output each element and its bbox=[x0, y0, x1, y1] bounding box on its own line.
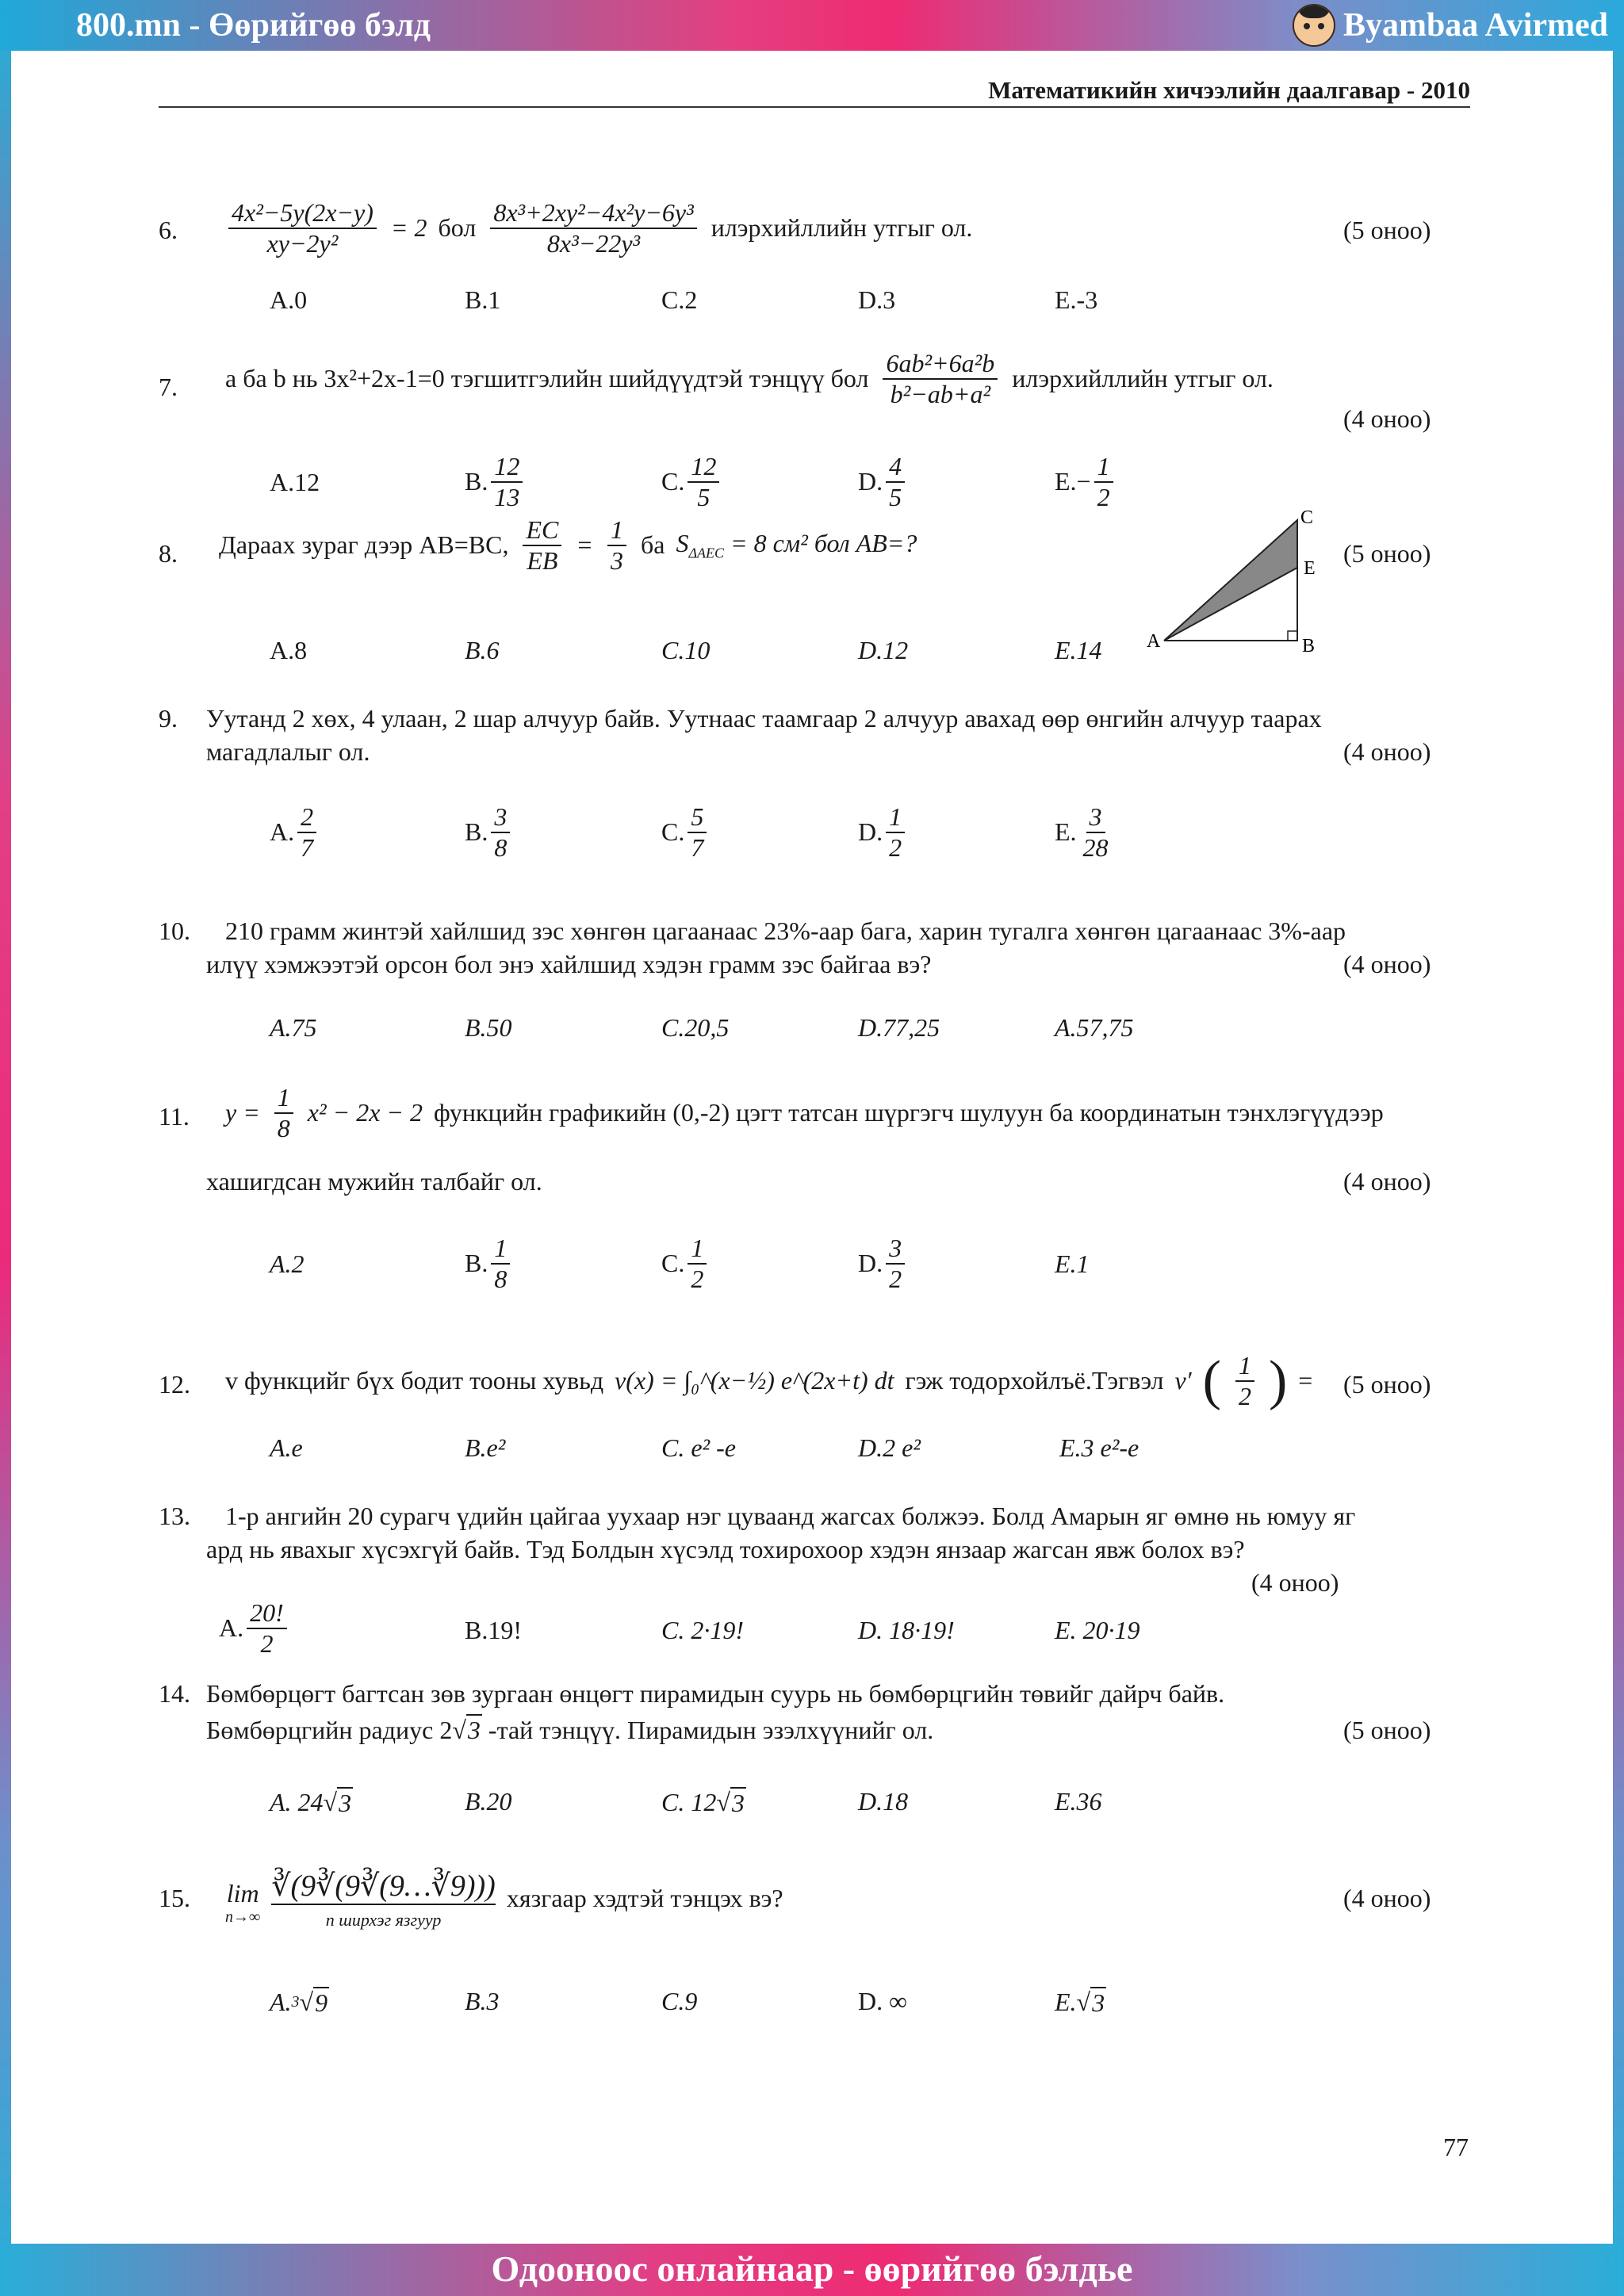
option-c[interactable]: C.20,5 bbox=[661, 1013, 730, 1042]
score: (4 оноо) bbox=[1343, 1884, 1431, 1912]
option-e[interactable]: E.36 bbox=[1055, 1787, 1102, 1816]
option-d[interactable]: D. ∞ bbox=[858, 1987, 907, 2015]
option-e[interactable]: E.-3 bbox=[1055, 285, 1098, 314]
option-d[interactable]: D.12 bbox=[858, 636, 909, 664]
option-b[interactable]: B.3 bbox=[465, 1987, 500, 2015]
option-c[interactable]: C. $\frac{5}{7}$ bbox=[661, 802, 710, 863]
option-b[interactable]: B.19! bbox=[465, 1616, 522, 1644]
question-9: 9. Уутанд 2 хөх, 4 улаан, 2 шар алчуур байв. Уутнаас таамгаар 2 алчуур авахад өөр өнгийн алчуур таарах магадлалыг ол. (4 оноо) A. $\frac{2}{7}$ B. $\frac{3}{8}$ C. $\frac{5}{7}$ D. $\frac{1}{2}$ E. $\frac{3}{28}$ bbox=[159, 704, 1431, 862]
question-10: 10. 210 грамм жинтэй хайлшид зэс хөнгөн цагаанаас 23%-аар бага, харин тугалга хөнгөн цагаанаас 3%-аар илүү хэмжээтэй орсон бол энэ хайлшид хэдэн грамм зэс байгаа вэ? (4 оноо) A.75 B.50 C.20,5 D.77,25 A.57,75 bbox=[159, 916, 1431, 1042]
fraction: $\frac{1}{3}$ bbox=[607, 515, 626, 576]
option-e[interactable]: E.1 bbox=[1055, 1249, 1090, 1278]
brace-note: n ширхэг язгуур bbox=[325, 1910, 442, 1930]
document-header: Математикийн хичээлийн даалгавар - 2010 bbox=[988, 76, 1470, 104]
option-a[interactable]: A.75 bbox=[270, 1013, 317, 1042]
question-number: 8. bbox=[159, 539, 178, 568]
question-number: 15. bbox=[159, 1884, 190, 1912]
question-7: 7. a ба b нь 3x²+2x-1=0 тэгшитгэлийн шийдүүдтэй тэнцүү бол $\frac{\text{6ab²+6a²b}}{\text{b²−ab+a²}}$ илэрхийллийн утгыг ол. (4 оноо) A.12 B. $\frac{12}{13}$ C. $\frac{12}{5}$ D. $\frac{4}{5}$ E.− $\frac{1}{2}$ bbox=[159, 349, 1431, 511]
question-number: 12. bbox=[159, 1370, 190, 1399]
option-c[interactable]: C.9 bbox=[661, 1987, 698, 2015]
fraction: $\frac{EC}{EB}$ bbox=[523, 515, 561, 576]
option-b[interactable]: B.1 bbox=[465, 285, 501, 314]
option-d[interactable]: D.77,25 bbox=[858, 1013, 940, 1042]
option-c[interactable]: C. 12 √ 3 bbox=[661, 1788, 745, 1817]
option-c[interactable]: C. $\frac{1}{2}$ bbox=[661, 1234, 710, 1294]
score: (5 оноо) bbox=[1343, 1370, 1431, 1399]
score: (5 оноо) bbox=[1343, 216, 1431, 244]
option-b[interactable]: B. $\frac{12}{13}$ bbox=[465, 452, 526, 512]
fraction: $\frac{\text{6ab²+6a²b}}{\text{b²−ab+a²}}$ bbox=[883, 349, 998, 409]
option-d[interactable]: D. 18·19! bbox=[858, 1616, 955, 1644]
question-14: 14. Бөмбөрцөгт багтсан зөв зургаан өнцөгт пирамидын суурь нь бөмбөрцгийн төвийг дайрч байв. Бөмбөрцгийн радиус 2√3 -тай тэнцүү. Пирамидын эзэлхүүнийг ол. (5 оноо) A. 24 √ 3 B.20 C. 12 √ 3 D.18 E.36 bbox=[159, 1679, 1431, 1817]
label-a: A bbox=[1147, 631, 1161, 652]
option-c[interactable]: C. 2·19! bbox=[661, 1616, 744, 1644]
option-a[interactable]: A.8 bbox=[270, 636, 308, 664]
author[interactable] bbox=[1293, 3, 1608, 48]
option-e[interactable]: E. √ 3 bbox=[1055, 1988, 1105, 2017]
triangle-figure bbox=[1145, 504, 1335, 663]
score: (5 оноо) bbox=[1343, 1716, 1431, 1744]
option-e[interactable]: E.− $\frac{1}{2}$ bbox=[1055, 452, 1116, 512]
option-a[interactable]: A. $\frac{2}{7}$ bbox=[270, 802, 320, 863]
fraction: $\frac{1}{8}$ bbox=[274, 1083, 293, 1143]
option-a[interactable]: A. 24 √ 3 bbox=[270, 1788, 352, 1817]
option-b[interactable]: B.6 bbox=[465, 636, 500, 664]
question-13: 13. 1-р ангийн 20 сурагч үдийн цайгаа уухаар нэг цуваанд жагсах болжээ. Болд Амарын яг өмнө нь юмуу яг ард нь явахыг хүсэхгүй байв. Тэд Болдын хүсэлд тохирохоор хэдэн янзаар жагсан явж болох вэ? (4 оноо) A. $\frac{20!}{2}$ B.19! C. 2·19! D. 18·19! E. 20·19 bbox=[159, 1502, 1356, 1658]
author-name: Byambaa Avirmed bbox=[1342, 7, 1608, 44]
score: (4 оноо) bbox=[1343, 404, 1431, 433]
label-b: B bbox=[1302, 636, 1316, 656]
score: (5 оноо) bbox=[1343, 539, 1431, 568]
question-number: 9. bbox=[159, 704, 178, 733]
question-number: 11. bbox=[159, 1102, 190, 1131]
fraction: $\frac{\text{4x²−5y(2x−y)}}{\text{xy−2y²}}$ bbox=[228, 198, 377, 258]
option-c[interactable]: C.2 bbox=[661, 285, 698, 314]
question-number: 10. bbox=[159, 916, 190, 945]
question-number: 7. bbox=[159, 373, 178, 401]
option-a[interactable]: A.2 bbox=[270, 1249, 304, 1278]
option-d[interactable]: D. $\frac{1}{2}$ bbox=[858, 802, 908, 863]
question-15: 15. lim n→∞ ∛(9∛(9∛(9…∛9))) n ширхэг язгуур хязгаар хэдтэй тэнцэх вэ? (4 оноо) A. 3 √ 9 B.3 C.9 D. ∞ E. √ 3 bbox=[159, 1855, 1443, 2038]
option-a[interactable]: A.0 bbox=[270, 285, 308, 314]
option-c[interactable]: C. $\frac{12}{5}$ bbox=[661, 452, 722, 512]
question-number: 13. bbox=[159, 1502, 190, 1530]
option-b[interactable]: B.20 bbox=[465, 1787, 512, 1816]
option-b[interactable]: B.e² bbox=[465, 1433, 506, 1462]
score: (4 оноо) bbox=[1343, 737, 1431, 766]
score: (4 оноо) bbox=[1343, 1167, 1431, 1196]
option-d[interactable]: D. $\frac{4}{5}$ bbox=[858, 452, 908, 512]
option-c[interactable]: C. e² -e bbox=[661, 1433, 736, 1462]
option-e[interactable]: E.3 e²-e bbox=[1059, 1433, 1139, 1462]
option-a[interactable]: A. $\frac{20!}{2}$ bbox=[219, 1598, 290, 1659]
option-a[interactable]: A.e bbox=[270, 1433, 303, 1462]
option-d[interactable]: D.3 bbox=[858, 285, 896, 314]
option-c[interactable]: C.10 bbox=[661, 636, 710, 664]
score: (4 оноо) bbox=[1343, 950, 1431, 978]
option-e[interactable]: E.14 bbox=[1055, 636, 1102, 664]
nested-roots: ∛(9∛(9∛(9…∛9))) bbox=[271, 1855, 496, 1905]
site-title[interactable]: 800.mn - Өөрийгөө бэлд bbox=[76, 7, 431, 44]
option-b[interactable]: B. $\frac{1}{8}$ bbox=[465, 1234, 513, 1294]
label-e: E bbox=[1304, 558, 1316, 579]
avatar-icon bbox=[1293, 4, 1335, 47]
bottom-banner bbox=[0, 2244, 1624, 2296]
page-number: 77 bbox=[1443, 2133, 1469, 2161]
question-6: 6. $\frac{\text{4x²−5y(2x−y)}}{\text{xy−2y²}}$ = 2 бол $\frac{\text{8x³+2xy²−4x²y−6y³}}{\text{8x³−22y³}}$ илэрхийллийн утгыг ол. (5 оноо) A.0 B.1 C.2 D.3 E.-3 bbox=[159, 198, 1431, 314]
footer-slogan[interactable]: Одооноос онлайнаар - өөрийгөө бэлдье bbox=[491, 2248, 1133, 2289]
fraction: $\frac{1}{2}$ bbox=[1235, 1351, 1254, 1411]
option-d[interactable]: D.2 e² bbox=[858, 1433, 921, 1462]
label-c: C bbox=[1300, 507, 1314, 528]
score: (4 оноо) bbox=[1251, 1568, 1339, 1597]
option-b[interactable]: B.50 bbox=[465, 1013, 512, 1042]
question-8: 8. Дараах зураг дээр AB=BC, $\frac{EC}{EB}$ = $\frac{1}{3}$ ба $S_{\Delta AEC} = 8$ см² бол AB=? (5 оноо) A.8 B.6 C.10 D.12 E.14 A B C E bbox=[159, 515, 1443, 674]
question-number: 6. bbox=[159, 216, 178, 244]
question-12: 12. v функцийг бүх бодит тооны хувьд v(x) = ∫₀^(x−½) e^(2x+t) dt гэж тодорхойлъё.Тэгвэл v′ ( $\frac{1}{2}$ ) = (5 оноо) A.e B.e² C. e² -e D.2 e² E.3 e²-e bbox=[159, 1349, 1431, 1462]
option-e[interactable]: A.57,75 bbox=[1055, 1013, 1134, 1042]
option-e[interactable]: E. 20·19 bbox=[1055, 1616, 1140, 1644]
header-divider bbox=[159, 106, 1470, 108]
question-number: 14. bbox=[159, 1679, 190, 1708]
integral-expression: v(x) = ∫₀^(x−½) e^(2x+t) dt bbox=[615, 1366, 894, 1395]
option-d[interactable]: D.18 bbox=[858, 1787, 909, 1816]
option-d[interactable]: D. $\frac{3}{2}$ bbox=[858, 1234, 908, 1294]
option-e[interactable]: E. $\frac{3}{28}$ bbox=[1055, 802, 1109, 862]
option-a[interactable]: A.12 bbox=[270, 468, 320, 496]
question-11: 11. y = $\frac{1}{8}$ x² − 2x − 2 функцийн графикийн (0,-2) цэгт татсан шүргэгч шулуун ба координатын тэнхлэгүүдээр хашигдсан мужийн талбайг ол. (4 оноо) A.2 B. $\frac{1}{8}$ C. $\frac{1}{2}$ D. $\frac{3}{2}$ E.1 bbox=[159, 1083, 1431, 1293]
option-a[interactable]: A. 3 √ 9 bbox=[270, 1988, 328, 2017]
top-banner bbox=[0, 0, 1624, 51]
fraction: $\frac{\text{8x³+2xy²−4x²y−6y³}}{\text{8x³−22y³}}$ bbox=[490, 198, 696, 258]
option-b[interactable]: B. $\frac{3}{8}$ bbox=[465, 802, 513, 863]
